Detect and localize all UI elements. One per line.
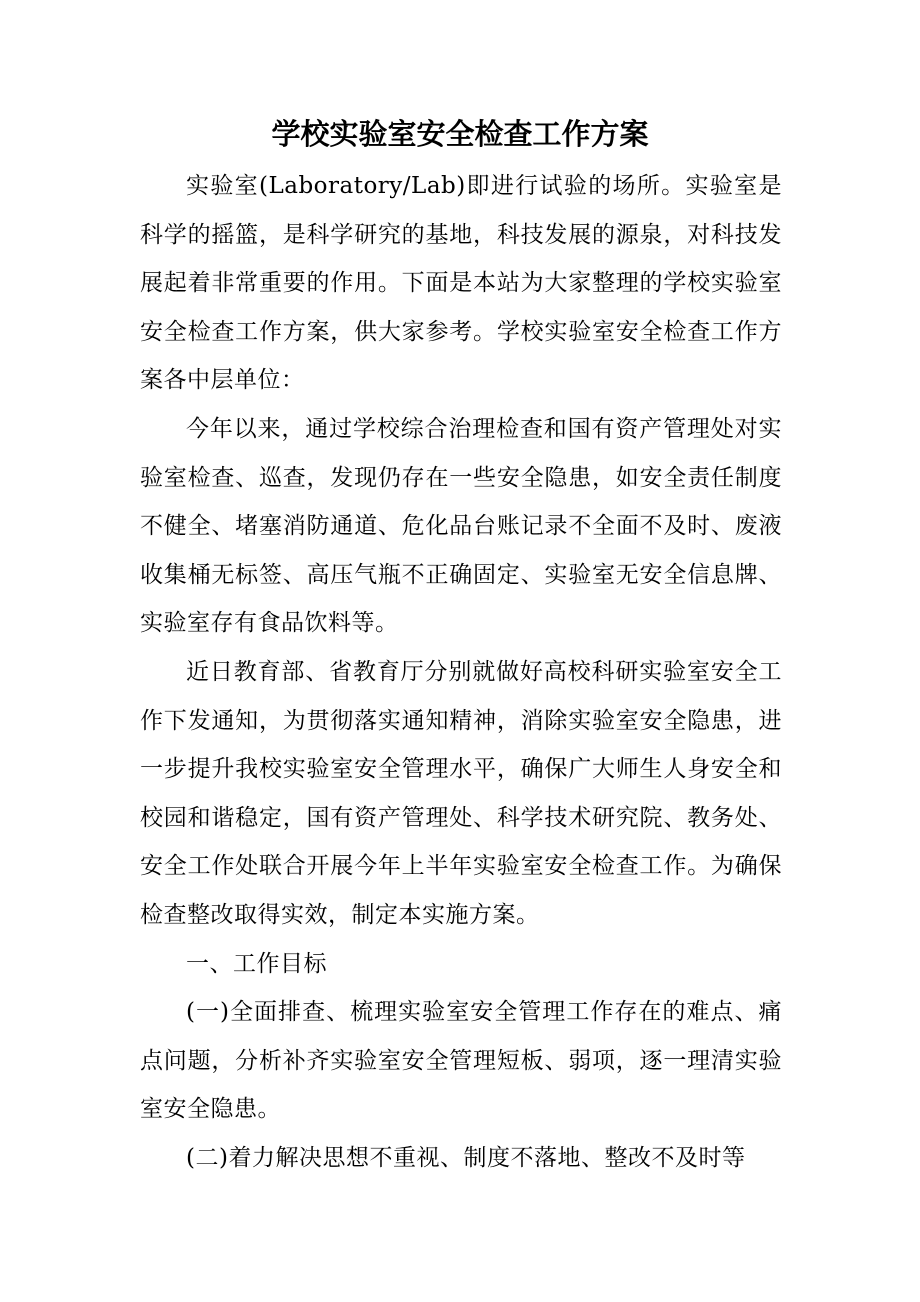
paragraph-goal-1: (一)全面排查、梳理实验室安全管理工作存在的难点、痛点问题，分析补齐实验室安全管理短板、弱项，逐一理清实验室安全隐患。 [140, 999, 782, 1123]
section-heading-goals: 一、工作目标 [186, 950, 327, 977]
paragraph-findings: 今年以来，通过学校综合治理检查和国有资产管理处对实验室检查、巡查，发现仍存在一些安全隐患，如安全责任制度不健全、堵塞消防通道、危化品台账记录不全面不及时、废液收集桶无标签、高压气瓶不正确固定、实验室无安全信息牌、实验室存有食品饮料等。 [140, 415, 782, 637]
paragraph-goal-2: (二)着力解决思想不重视、制度不落地、整改不及时等 [186, 1144, 746, 1171]
document-title: 学校实验室安全检查工作方案 [271, 117, 649, 151]
paragraph-intro: 实验室(Laboratory/Lab)即进行试验的场所。实验室是科学的摇篮，是科学研究的基地，科技发展的源泉，对科技发展起着非常重要的作用。下面是本站为大家整理的学校实验室安全检查工作方案，供大家参考。学校实验室安全检查工作方案各中层单位： [140, 173, 782, 394]
paragraph-notice: 近日教育部、省教育厅分别就做好高校科研实验室安全工作下发通知，为贯彻落实通知精神，消除实验室安全隐患，进一步提升我校实验室安全管理水平，确保广大师生人身安全和校园和谐稳定，国有资产管理处、科学技术研究院、教务处、安全工作处联合开展今年上半年实验室安全检查工作。为确保检查整改取得实效，制定本实施方案。 [140, 658, 782, 928]
document-body [140, 162, 782, 1182]
